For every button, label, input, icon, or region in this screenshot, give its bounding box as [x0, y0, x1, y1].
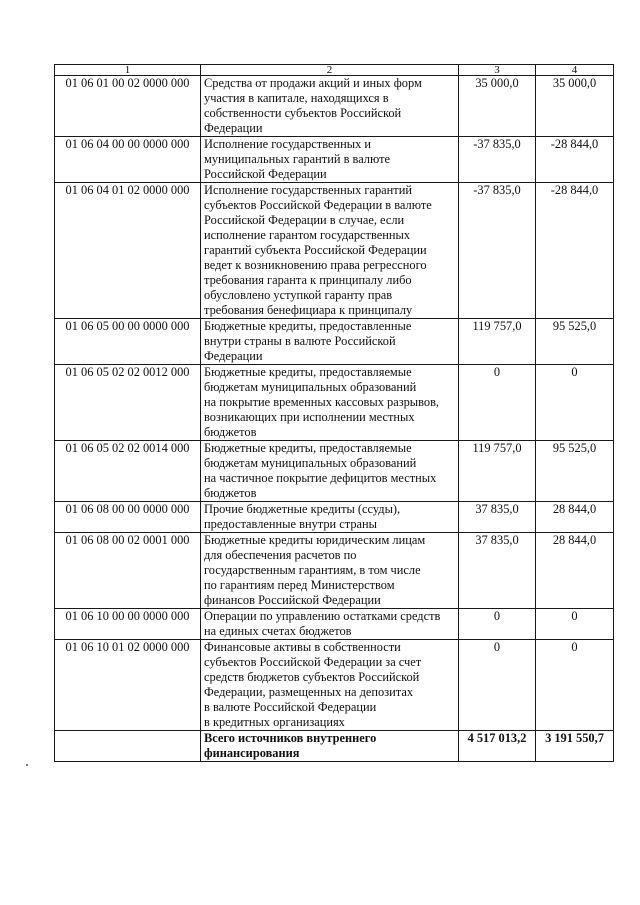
table-body [55, 76, 614, 762]
table-row [55, 76, 614, 137]
source-name-line: для обеспечения расчетов по [204, 548, 357, 562]
source-name-line: собственности субъектов Российской [204, 106, 402, 120]
budget-code: 01 06 08 00 00 0000 000 [55, 502, 201, 533]
budget-code: 01 06 05 00 00 0000 000 [55, 319, 201, 365]
source-name-line: средств бюджетов субъектов Российской [204, 670, 420, 684]
source-name-line: Бюджетные кредиты, предоставляемые [204, 441, 412, 455]
source-name-line: бюджетам муниципальных образований [204, 456, 417, 470]
header-col-2: 2 [201, 65, 459, 76]
amount-col-4: 95 525,0 [536, 441, 614, 502]
amount-col-3: -37 835,0 [459, 137, 536, 183]
table-row [55, 609, 614, 640]
source-name-line: Исполнение государственных гарантий [204, 183, 412, 197]
table-row [55, 183, 614, 319]
source-name-line: Федерации [204, 349, 263, 363]
amount-col-3: 0 [459, 640, 536, 731]
amount-col-3: -37 835,0 [459, 183, 536, 319]
source-name-line: предоставленные внутри страны [204, 517, 377, 531]
amount-col-3: 119 757,0 [459, 441, 536, 502]
amount-col-4: 28 844,0 [536, 533, 614, 609]
table-row [55, 502, 614, 533]
source-name-line: в валюте Российской Федерации [204, 700, 377, 714]
amount-col-3: 37 835,0 [459, 502, 536, 533]
amount-col-4: 0 [536, 365, 614, 441]
source-name-line: Федерации, размещенных на депозитах [204, 685, 414, 699]
source-name-line: Федерации [204, 121, 263, 135]
header-col-4: 4 [536, 65, 614, 76]
budget-code: 01 06 05 02 02 0012 000 [55, 365, 201, 441]
amount-col-3: 4 517 013,2 [459, 731, 536, 762]
source-name-line: ведет к возникновению права регрессного [204, 258, 427, 272]
amount-col-4: 0 [536, 640, 614, 731]
amount-col-4: 0 [536, 609, 614, 640]
page-speck [26, 764, 28, 766]
amount-col-3: 0 [459, 609, 536, 640]
table-row [55, 533, 614, 609]
source-name-line: Российской Федерации в случае, если [204, 213, 405, 227]
amount-col-4: -28 844,0 [536, 183, 614, 319]
source-name-line: Средства от продажи акций и иных форм [204, 76, 422, 90]
source-name-line: в кредитных организациях [204, 715, 345, 729]
budget-code: 01 06 10 00 00 0000 000 [55, 609, 201, 640]
source-name [201, 183, 459, 319]
source-name-line: субъектов Российской Федерации в валюте [204, 198, 432, 212]
source-name-line: требования гаранта к принципалу либо [204, 273, 412, 287]
source-name-line: финансов Российской Федерации [204, 593, 381, 607]
source-name-line: бюджетов [204, 486, 257, 500]
table-row [55, 365, 614, 441]
budget-code: 01 06 04 00 00 0000 000 [55, 137, 201, 183]
header-col-3: 3 [459, 65, 536, 76]
amount-col-3: 37 835,0 [459, 533, 536, 609]
source-name-line: гарантий субъекта Российской Федерации [204, 243, 427, 257]
source-name-line: участия в капитале, находящихся в [204, 91, 389, 105]
table-row [55, 640, 614, 731]
source-name-line: Исполнение государственных и [204, 137, 372, 151]
source-name-line: государственным гарантиям, в том числе [204, 563, 421, 577]
source-name-line: Бюджетные кредиты юридическим лицам [204, 533, 426, 547]
source-name-line: муниципальных гарантий в валюте [204, 152, 390, 166]
header-row [55, 65, 614, 76]
source-name [201, 137, 459, 183]
source-name [201, 76, 459, 137]
sources-table [54, 64, 614, 762]
amount-col-4: 28 844,0 [536, 502, 614, 533]
source-name-line: на единых счетах бюджетов [204, 624, 352, 638]
source-name-line: на частичное покрытие дефицитов местных [204, 471, 437, 485]
source-name-line: Операции по управлению остатками средств [204, 609, 441, 623]
amount-col-4: -28 844,0 [536, 137, 614, 183]
source-name-line: субъектов Российской Федерации за счет [204, 655, 422, 669]
source-name [201, 319, 459, 365]
source-name-line: Всего источников внутреннего [204, 731, 377, 745]
amount-col-3: 0 [459, 365, 536, 441]
budget-code: 01 06 04 01 02 0000 000 [55, 183, 201, 319]
source-name-line: по гарантиям перед Министерством [204, 578, 395, 592]
source-name-line: требования бенефициара к принципалу [204, 303, 413, 317]
source-name [201, 502, 459, 533]
budget-code: 01 06 05 02 02 0014 000 [55, 441, 201, 502]
source-name [201, 533, 459, 609]
amount-col-4: 3 191 550,7 [536, 731, 614, 762]
source-name [201, 441, 459, 502]
source-name [201, 640, 459, 731]
amount-col-3: 35 000,0 [459, 76, 536, 137]
source-name-line: исполнение гарантом государственных [204, 228, 411, 242]
source-name-line: Финансовые активы в собственности [204, 640, 401, 654]
source-name [201, 731, 459, 762]
source-name-line: на покрытие временных кассовых разрывов, [204, 395, 440, 409]
source-name [201, 365, 459, 441]
budget-code: 01 06 01 00 02 0000 000 [55, 76, 201, 137]
total-row [55, 731, 614, 762]
source-name-line: возникающих при исполнении местных [204, 410, 415, 424]
source-name-line: Бюджетные кредиты, предоставленные [204, 319, 412, 333]
budget-code [55, 731, 201, 762]
table-row [55, 137, 614, 183]
amount-col-4: 95 525,0 [536, 319, 614, 365]
table-row [55, 441, 614, 502]
source-name-line: Российской Федерации [204, 167, 327, 181]
budget-code: 01 06 10 01 02 0000 000 [55, 640, 201, 731]
source-name-line: внутри страны в валюте Российской [204, 334, 396, 348]
source-name-line: Прочие бюджетные кредиты (ссуды), [204, 502, 401, 516]
source-name-line: Бюджетные кредиты, предоставляемые [204, 365, 412, 379]
header-col-1: 1 [55, 65, 201, 76]
source-name-line: финансирования [204, 746, 300, 760]
amount-col-4: 35 000,0 [536, 76, 614, 137]
table-header [55, 65, 614, 76]
source-name [201, 609, 459, 640]
budget-code: 01 06 08 00 02 0001 000 [55, 533, 201, 609]
table-row [55, 319, 614, 365]
source-name-line: обусловлено уступкой гаранту прав [204, 288, 393, 302]
amount-col-3: 119 757,0 [459, 319, 536, 365]
source-name-line: бюджетам муниципальных образований [204, 380, 417, 394]
source-name-line: бюджетов [204, 425, 257, 439]
